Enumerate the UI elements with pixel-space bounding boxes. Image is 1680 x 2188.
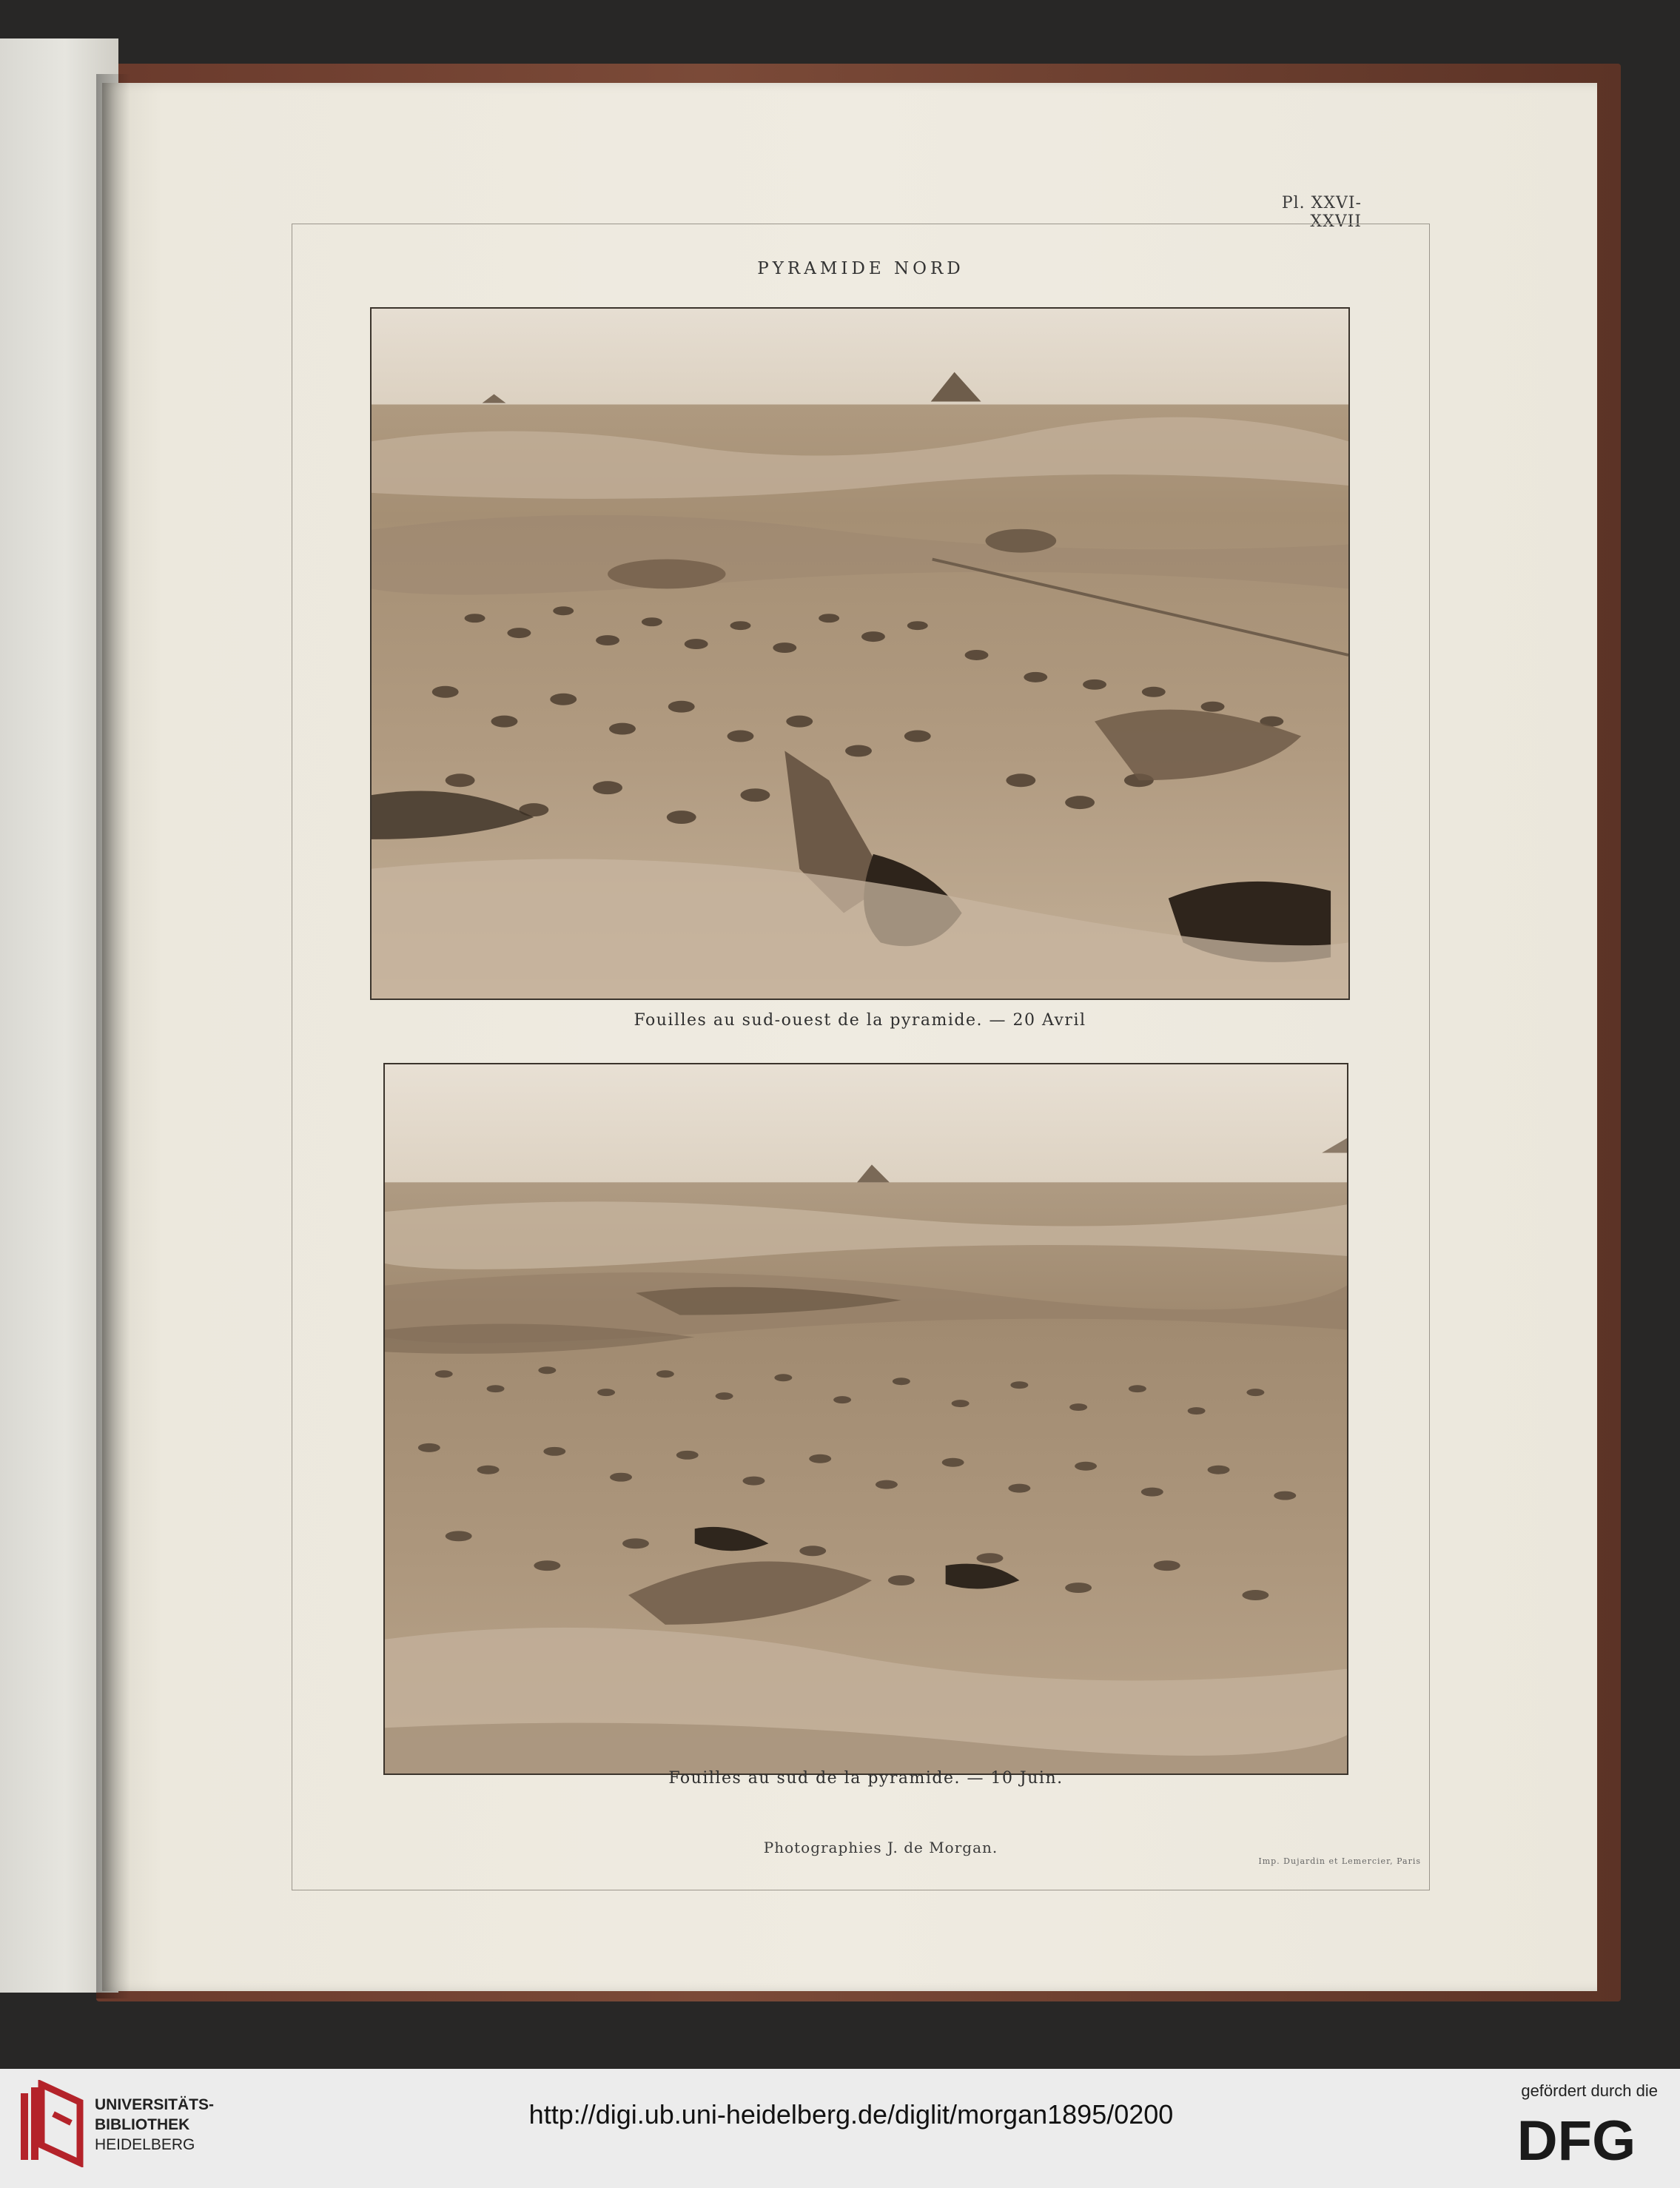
photo-excavation-southwest — [370, 307, 1350, 1000]
funding-caption: gefördert durch die — [1521, 2081, 1658, 2100]
institution-name — [95, 2095, 272, 2161]
institution-line-1: UNIVERSITÄTS- — [95, 2096, 215, 2113]
photo-excavation-south — [383, 1063, 1348, 1775]
caption-top-photo: Fouilles au sud-ouest de la pyramide. — 20 Avril — [634, 1011, 1086, 1030]
dfg-logo-icon[interactable] — [1495, 2110, 1658, 2169]
institution-line-3: HEIDELBERG — [95, 2136, 195, 2153]
university-library-logo-icon[interactable] — [16, 2080, 84, 2167]
plate-number: Pl. XXVI-XXVII — [1281, 194, 1362, 231]
printer-imprint: Imp. Dujardin et Lemercier, Paris — [1258, 1856, 1421, 1866]
dfg-logo-text: DFG — [1516, 2110, 1636, 2169]
institution-line-2: BIBLIOTHEK — [95, 2116, 190, 2133]
spine-shadow — [96, 74, 130, 1999]
permalink-url[interactable]: http://digi.ub.uni-heidelberg.de/diglit/morgan1895/0200 — [528, 2099, 1174, 2130]
photo-credit: Photographies J. de Morgan. — [763, 1839, 998, 1856]
caption-bottom-photo: Fouilles au sud de la pyramide. — 10 Juin. — [668, 1769, 1064, 1788]
plate-title: PYRAMIDE NORD — [757, 259, 964, 278]
